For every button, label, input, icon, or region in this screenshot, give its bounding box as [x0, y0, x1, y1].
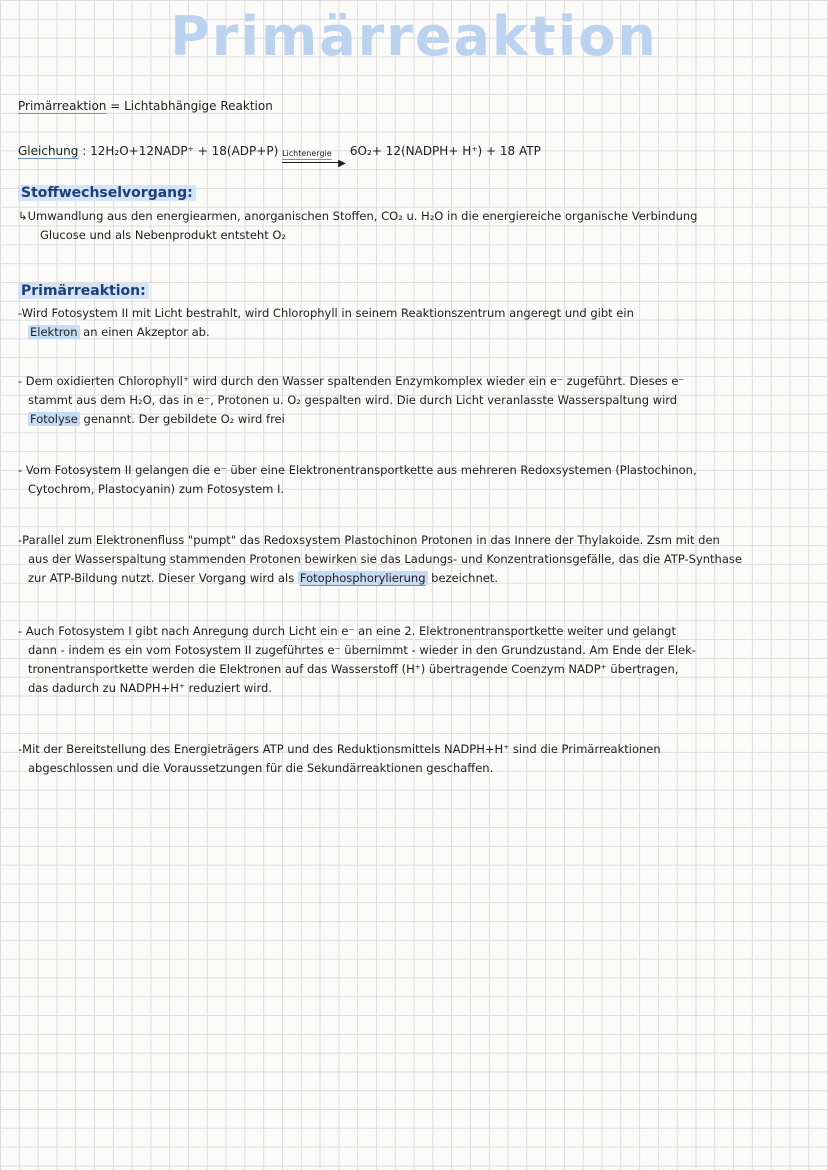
definition-meaning: Lichtabhängige Reaktion	[124, 99, 273, 113]
p2-line-3: Fotolyse genannt. Der gebildete O₂ wird frei	[30, 412, 285, 426]
p6-line-1: -Mit der Bereitstellung des Energieträgers ATP und des Reduktionsmittels NADPH+H⁺ sind die Primärreaktionen	[18, 742, 661, 756]
p2-highlight: Fotolyse	[30, 412, 78, 426]
p5-line-2: dann - indem es ein vom Fotosystem II zugeführtes e⁻ übernimmt - wieder in den Grundzustand. Am Ende der Elek-	[28, 643, 696, 657]
paragraph-2	[18, 372, 818, 429]
paragraph-6	[18, 740, 818, 778]
p2-line-2: stammt aus dem H₂O, das in e⁻, Protonen u. O₂ gespalten wird. Die durch Licht veranlasste Wasserspaltung wird	[28, 393, 678, 407]
metabolism-heading-line	[18, 185, 196, 201]
paragraph-4	[18, 531, 818, 588]
p5-line-1: - Auch Fotosystem I gibt nach Anregung durch Licht ein e⁻ an eine 2. Elektronentransportkette weiter und gelangt	[18, 624, 676, 638]
paragraph-5	[18, 622, 818, 698]
metabolism-line-1: ↳Umwandlung aus den energiearmen, anorganischen Stoffen, CO₂ u. H₂O in die energiereiche organische Verbindung	[18, 209, 698, 223]
p4-highlight: Fotophosphorylierung	[299, 571, 426, 585]
paragraph-1	[18, 304, 818, 342]
primary-heading: Primärreaktion:	[18, 283, 149, 299]
paragraph-3	[18, 461, 818, 499]
metabolism-line-2: Glucose und als Nebenprodukt entsteht O₂	[40, 228, 287, 242]
equation-line: Gleichung : 12H₂O+12NADP⁺ + 18(ADP+P) Lichtenergie ▶ 6O₂+ 12(NADPH+ H⁺) + 18 ATP	[18, 144, 541, 169]
equation-arrow-label: Lichtenergie	[282, 149, 332, 158]
page-title: Primärreaktion	[170, 5, 658, 68]
p4-line-3: zur ATP-Bildung nutzt. Dieser Vorgang wird als Fotophosphorylierung bezeichnet.	[28, 571, 498, 585]
p3-line-2: Cytochrom, Plastocyanin) zum Fotosystem I.	[28, 482, 285, 496]
p5-line-4: das dadurch zu NADPH+H⁺ reduziert wird.	[28, 681, 272, 695]
p4-line-1: -Parallel zum Elektronenfluss "pumpt" das Redoxsystem Plastochinon Protonen in das Innere der Thylakoide. Zsm mit den	[18, 533, 720, 547]
p6-line-2: abgeschlossen und die Voraussetzungen für die Sekundärreaktionen geschaffen.	[28, 761, 494, 775]
definition-equals: =	[110, 99, 121, 113]
definition-term: Primärreaktion	[18, 99, 107, 113]
definition-line	[18, 98, 273, 114]
metabolism-paragraph	[18, 207, 818, 245]
equation-lhs: 12H₂O+12NADP⁺ + 18(ADP+P)	[90, 144, 279, 158]
primary-heading-line	[18, 283, 149, 299]
equation-label: Gleichung	[18, 144, 79, 158]
p1-line-2: Elektron an einen Akzeptor ab.	[30, 325, 210, 339]
p4-line-2: aus der Wasserspaltung stammenden Protonen bewirken sie das Ladungs- und Konzentrationsgefälle, das die ATP-Synthase	[28, 552, 742, 566]
p3-line-1: - Vom Fotosystem II gelangen die e⁻ über eine Elektronentransportkette aus mehreren Redoxsystemen (Plastochinon,	[18, 463, 697, 477]
equation-rhs: 6O₂+ 12(NADPH+ H⁺) + 18 ATP	[349, 144, 541, 158]
p1-line-1: -Wird Fotosystem II mit Licht bestrahlt, wird Chlorophyll in seinem Reaktionszentrum angeregt und gibt ein	[18, 306, 634, 320]
p1-highlight: Elektron	[30, 325, 78, 339]
p5-line-3: tronentransportkette werden die Elektronen auf das Wasserstoff (H⁺) übertragende Coenzym NADP⁺ übertragen,	[28, 662, 679, 676]
metabolism-heading: Stoffwechselvorgang:	[18, 185, 196, 201]
p2-line-1: - Dem oxidierten Chlorophyll⁺ wird durch den Wasser spaltenden Enzymkomplex wieder ein e⁻ zugeführt. Dieses e⁻	[18, 374, 685, 388]
